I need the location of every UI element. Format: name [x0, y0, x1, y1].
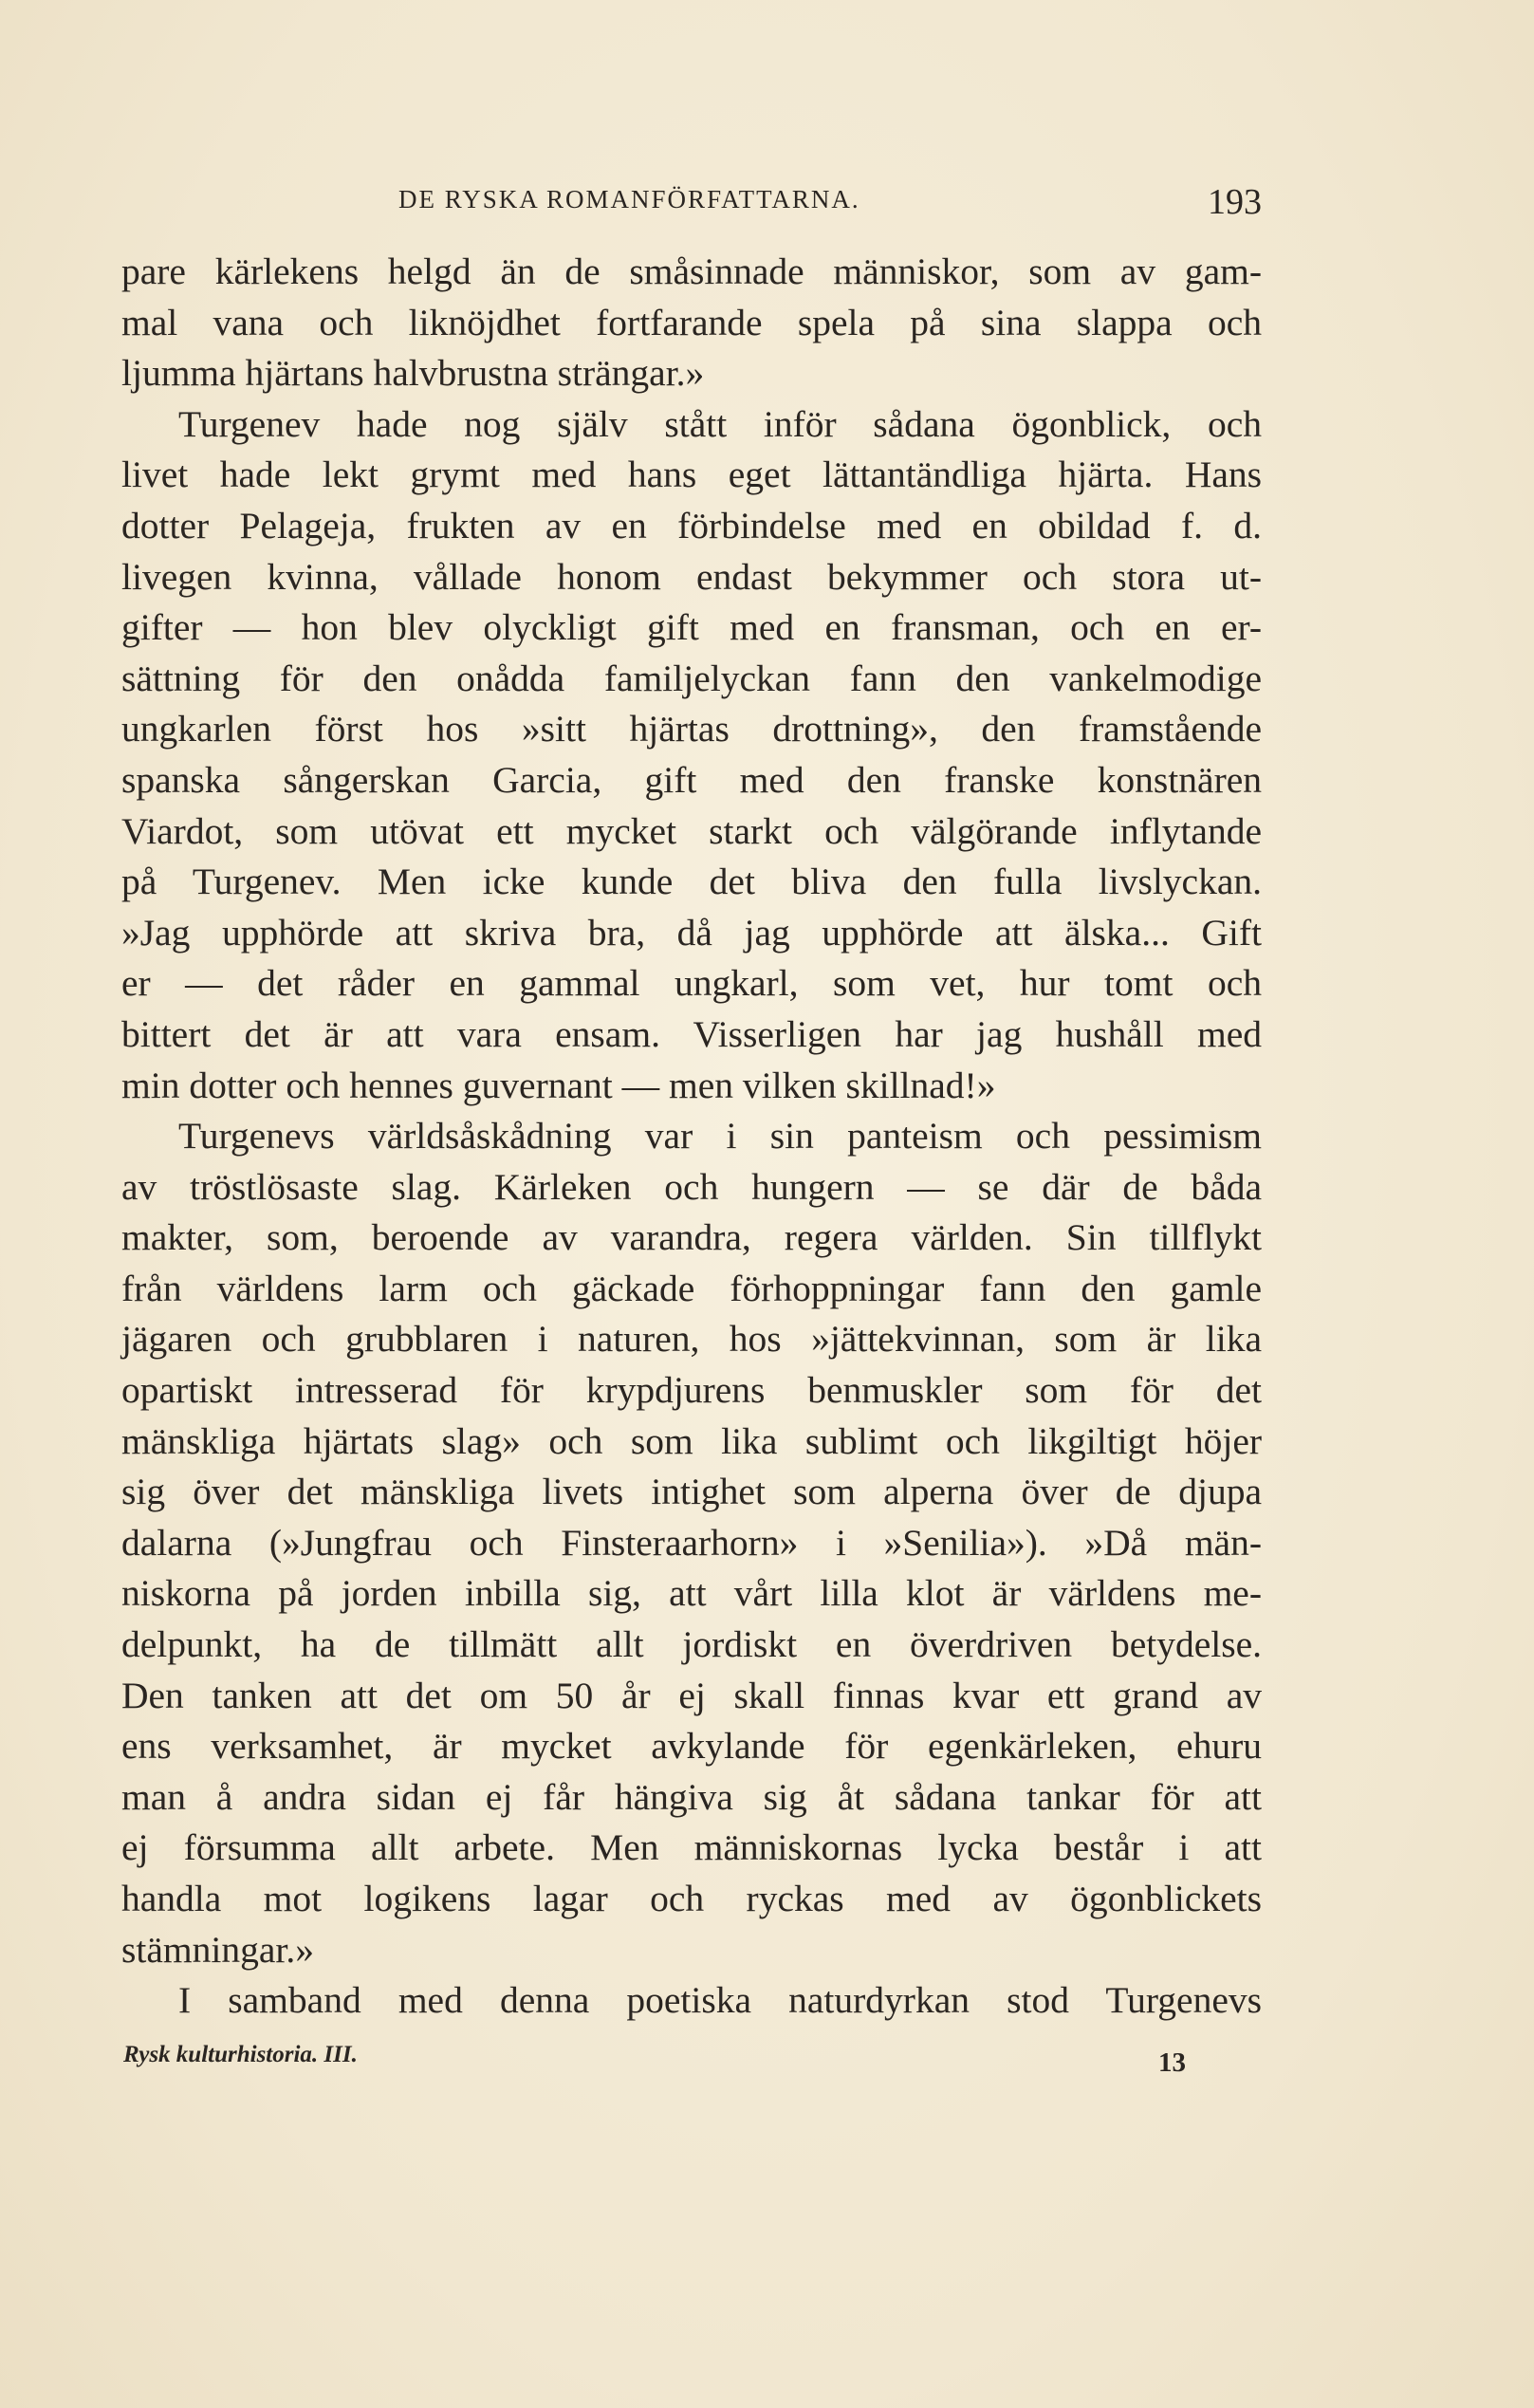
text-line: Den tanken att det om 50 år ej skall finnas kvar ett grand av: [121, 1674, 1262, 1716]
text-line: ens verksamhet, är mycket avkylande för egenkärleken, ehuru: [121, 1725, 1262, 1768]
text-line: delpunkt, ha de tillmätt allt jordiskt en överdriven betydelse.: [121, 1623, 1262, 1666]
text-line: dotter Pelageja, frukten av en förbindelse med en obildad f. d.: [121, 504, 1262, 546]
text-line: pare kärlekens helgd än de småsinnade människor, som av gam-: [121, 250, 1262, 292]
text-line: man å andra sidan ej får hängiva sig åt sådana tankar för att: [121, 1775, 1262, 1818]
text-line: I samband med denna poetiska naturdyrkan stod Turgenevs: [178, 1979, 1262, 2022]
page-number: 193: [1208, 182, 1262, 222]
text-line: stämningar.»: [121, 1928, 314, 1971]
text-line: Viardot, som utövat ett mycket starkt och välgörande inflytande: [121, 809, 1262, 852]
text-line: er — det råder en gammal ungkarl, som vet, hur tomt och: [121, 962, 1262, 1005]
text-line: jägaren och grubblaren i naturen, hos »jättekvinnan, som är lika: [121, 1318, 1262, 1361]
footer-title: Rysk kulturhistoria. III.: [123, 2042, 358, 2067]
page-footer: [123, 2042, 1186, 2089]
text-line: mänskliga hjärtats slag» och som lika sublimt och likgiltigt höjer: [121, 1419, 1262, 1462]
text-line: Turgenevs världsåskådning var i sin panteism och pessimism: [178, 1115, 1262, 1158]
text-line: ej försumma allt arbete. Men människornas lycka består i att: [121, 1826, 1262, 1869]
text-line: makter, som, beroende av varandra, regera världen. Sin tillflykt: [121, 1216, 1262, 1259]
text-line: sättning för den onådda familjelyckan fann den vankelmodige: [121, 657, 1262, 699]
text-line: dalarna (»Jungfrau och Finsteraarhorn» i »Senilia»). »Då män-: [121, 1521, 1262, 1564]
text-line: min dotter och hennes guvernant — men vilken skillnad!»: [121, 1064, 996, 1106]
running-head: DE RYSKA ROMANFÖRFATTARNA.: [398, 185, 860, 213]
text-line: ljumma hjärtans halvbrustna strängar.»: [121, 352, 705, 395]
text-line: niskorna på jorden inbilla sig, att vårt lilla klot är världens me-: [121, 1572, 1262, 1615]
text-line: sig över det mänskliga livets intighet som alperna över de djupa: [121, 1471, 1262, 1513]
text-line: Turgenev hade nog själv stått inför sådana ögonblick, och: [178, 402, 1262, 445]
text-line: mal vana och liknöjdhet fortfarande spela på sina slappa och: [121, 301, 1262, 343]
text-line: opartiskt intresserad för krypdjurens benmuskler som för det: [121, 1369, 1262, 1412]
text-line: bittert det är att vara ensam. Visserligen har jag hushåll med: [121, 1012, 1262, 1055]
page-header: [123, 182, 1262, 223]
text-line: från världens larm och gäckade förhoppningar fann den gamle: [121, 1267, 1262, 1309]
signature-mark: 13: [1158, 2047, 1186, 2078]
text-line: på Turgenev. Men icke kunde det bliva den fulla livslyckan.: [121, 861, 1262, 903]
text-line: spanska sångerskan Garcia, gift med den franske konstnären: [121, 758, 1262, 801]
body-text: [121, 247, 1262, 2027]
text-line: ungkarlen först hos »sitt hjärtas drottning», den framstående: [121, 708, 1262, 750]
text-line: handla mot logikens lagar och ryckas med av ögonblickets: [121, 1878, 1262, 1919]
text-line: av tröstlösaste slag. Kärleken och hungern — se där de båda: [121, 1165, 1262, 1208]
text-line: gifter — hon blev olyckligt gift med en fransman, och en er-: [121, 606, 1262, 649]
text-line: livet hade lekt grymt med hans eget lättantändliga hjärta. Hans: [121, 454, 1262, 496]
text-line: livegen kvinna, vållade honom endast bekymmer och stora ut-: [121, 555, 1262, 598]
text-line: »Jag upphörde att skriva bra, då jag upphörde att älska... Gift: [121, 911, 1262, 954]
